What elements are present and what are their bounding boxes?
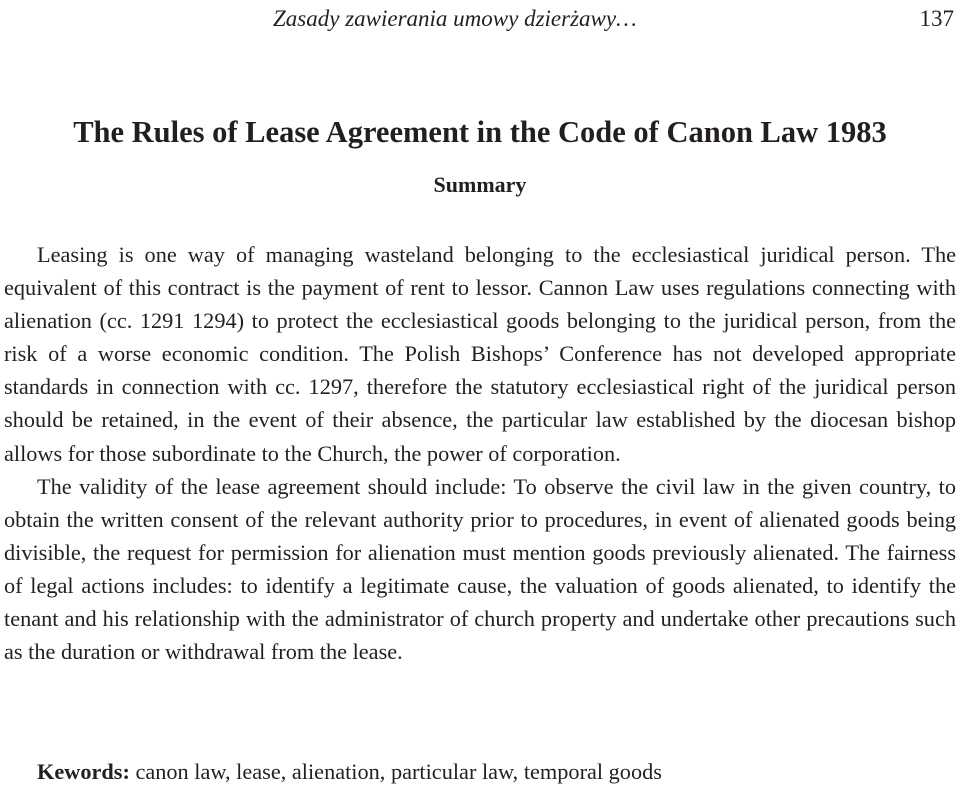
summary-body (4, 238, 956, 668)
keywords-label: Kewords: (37, 759, 130, 784)
running-title: Zasady zawierania umowy dzierżawy… (273, 6, 637, 31)
page-number: 137 (919, 6, 954, 31)
summary-heading: Summary (433, 172, 527, 197)
summary-paragraph: The validity of the lease agreement should include: To observe the civil law in the given country, to obtain the written consent of the relevant authority prior to procedures, in event of alienated goods being divisible, the request for permission for alienation must mention goods previously alienated. The fairness of legal actions includes: to identify a legitimate cause, the valuation of goods alienated, to identify the tenant and his relationship with the administrator of church property and undertake other precautions such as the duration or withdrawal from the lease. (4, 473, 956, 665)
summary-paragraph: Leasing is one way of managing wasteland belonging to the ecclesiastical juridical person. The equivalent of this contract is the payment of rent to lessor. Cannon Law uses regulations connecting with alienation (cc. 1291 1294) to protect the ecclesiastical goods belonging to the juridical person, from the risk of a worse economic condition. The Polish Bishops’ Conference has not developed appropriate standards in connection with cc. 1297, therefore the statutory ecclesiastical right of the juridical person should be retained, in the event of their absence, the particular law established by the diocesan bishop allows for those subordinate to the Church, the power of corporation. (4, 242, 956, 466)
article-title: The Rules of Lease Agreement in the Code of Canon Law 1983 (73, 115, 887, 149)
keywords-line (37, 757, 662, 787)
keywords-list: canon law, lease, alienation, particular law, temporal goods (135, 759, 662, 784)
running-header (0, 4, 960, 34)
